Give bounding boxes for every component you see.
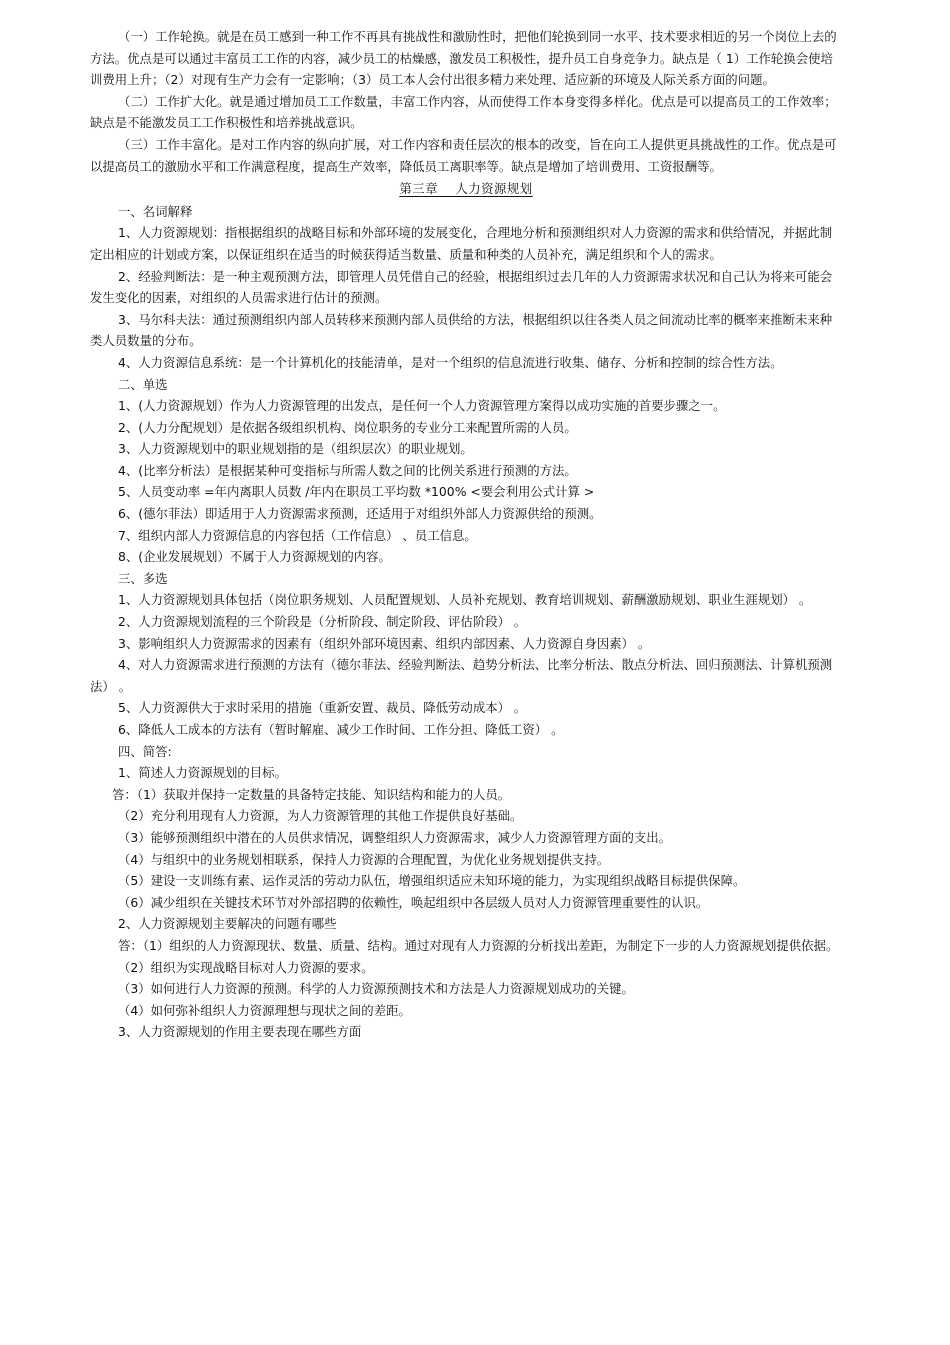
paragraph: 4、(比率分析法）是根据某种可变指标与所需人数之间的比例关系进行预测的方法。: [118, 462, 577, 478]
paragraph: （二）工作扩大化。就是通过增加员工工作数量，丰富工作内容，从而使得工作本身变得多样化。优点是可以提高员工的工作效率；缺点是不能激发员工工作积极性和培养挑战意识。: [90, 93, 837, 131]
paragraph: 3、马尔科夫法：通过预测组织内部人员转移来预测内部人员供给的方法，根据组织以往各类人员之间流动比率的概率来推断未来种类人员数量的分布。: [90, 311, 833, 349]
paragraph: （三）工作丰富化。是对工作内容的纵向扩展，对工作内容和责任层次的根本的改变，旨在向工人提供更具挑战性的工作。优点是可以提高员工的激励水平和工作满意程度，提高生产效率，降低员工离职率等。缺点是增加了培训费用、工资报酬等。: [90, 136, 837, 174]
paragraph: 8、(企业发展规划）不属于人力资源规划的内容。: [118, 549, 391, 565]
document-body: [90, 26, 842, 1043]
paragraph: （一）工作轮换。就是在员工感到一种工作不再具有挑战性和激励性时，把他们轮换到同一水平、技术要求相近的另一个岗位上去的方法。优点是可以通过丰富员工工作的内容，减少员工的枯燥感，激发员工积极性，提升员工自身竞争力。缺点是（ 1）工作轮换会使培训费用上升；（2）对现有生产力会有一定影响；（3）员工本人会付出很多精力来处理、适应新的环境及人际关系方面的问题。: [90, 29, 837, 88]
paragraph: 6、降低人工成本的方法有（暂时解雇、减少工作时间、工作分担、降低工资） 。: [118, 722, 564, 737]
paragraph: 6、(德尔菲法）即适用于人力资源需求预测，还适用于对组织外部人力资源供给的预测。: [118, 506, 602, 522]
paragraph: 5、人员变动率 =年内离职人员数 /年内在职员工平均数 *100% <要会利用公式计算 >: [118, 484, 595, 500]
paragraph: 5、人力资源供大于求时采用的措施（重新安置、裁员、降低劳动成本） 。: [118, 700, 527, 716]
chapter-title-text: 第三章 人力资源规划: [399, 181, 533, 197]
paragraph: 2、(人力分配规划）是依据各级组织机构、岗位职务的专业分工来配置所需的人员。: [118, 419, 577, 435]
paragraph: （6）减少组织在关键技术环节对外部招聘的依赖性，唤起组织中各层级人员对人力资源管理重要性的认识。: [118, 894, 709, 910]
paragraph: 3、人力资源规划的作用主要表现在哪些方面: [118, 1024, 362, 1040]
paragraph: 7、组织内部人力资源信息的内容包括（工作信息） 、员工信息。: [118, 527, 477, 543]
paragraph: （2）充分利用现有人力资源，为人力资源管理的其他工作提供良好基础。: [118, 808, 523, 824]
paragraph: 4、人力资源信息系统：是一个计算机化的技能清单，是对一个组织的信息流进行收集、储存、分析和控制的综合性方法。: [118, 354, 783, 370]
paragraph: （4）与组织中的业务规划相联系，保持人力资源的合理配置，为优化业务规划提供支持。: [118, 851, 610, 867]
paragraph: 4、对人力资源需求进行预测的方法有（德尔菲法、经验判断法、趋势分析法、比率分析法、散点分析法、回归预测法、计算机预测法） 。: [90, 657, 833, 694]
paragraph: 2、人力资源规划流程的三个阶段是（分析阶段、制定阶段、评估阶段） 。: [118, 614, 527, 630]
paragraph: （2）组织为实现战略目标对人力资源的要求。: [118, 959, 374, 975]
paragraph: 3、人力资源规划中的职业规划指的是（组织层次）的职业规划。: [118, 441, 473, 457]
paragraph: 2、人力资源规划主要解决的问题有哪些: [118, 916, 337, 932]
paragraph: 答：（1）获取并保持一定数量的具备特定技能、知识结构和能力的人员。: [112, 786, 511, 802]
paragraph: 1、(人力资源规划）作为人力资源管理的出发点，是任何一个人力资源管理方案得以成功实施的首要步骤之一。: [118, 398, 726, 414]
paragraph: 二、单选: [118, 376, 168, 392]
paragraph: （4）如何弥补组织人力资源理想与现状之间的差距。: [118, 1002, 411, 1018]
paragraph: 3、影响组织人力资源需求的因素有（组织外部环境因素、组织内部因素、人力资源自身因素） 。: [118, 635, 651, 651]
paragraph: 答：（1）组织的人力资源现状、数量、质量、结构。通过对现有人力资源的分析找出差距，为制定下一步的人力资源规划提供依据。: [118, 937, 839, 953]
paragraph: 1、简述人力资源规划的目标。: [118, 765, 287, 781]
paragraph: （3）如何进行人力资源的预测。科学的人力资源预测技术和方法是人力资源规划成功的关键。: [118, 981, 634, 997]
paragraph: 1、人力资源规划具体包括（岗位职务规划、人员配置规划、人员补充规划、教育培训规划、薪酬激励规划、职业生涯规划） 。: [118, 592, 812, 608]
paragraph: 一、名词解释: [118, 203, 193, 219]
paragraph: 2、经验判断法：是一种主观预测方法，即管理人员凭借自己的经验，根据组织过去几年的人力资源需求状况和自己认为将来可能会发生变化的因素，对组织的人员需求进行估计的预测。: [90, 268, 833, 306]
paragraph: 四、简答:: [118, 743, 172, 759]
paragraph: （5）建设一支训练有素、运作灵活的劳动力队伍，增强组织适应未知环境的能力，为实现组织战略目标提供保障。: [118, 873, 746, 889]
paragraph: 三、多选: [118, 570, 168, 586]
paragraph: 1、人力资源规划：指根据组织的战略目标和外部环境的发展变化，合理地分析和预测组织对人力资源的需求和供给情况，并据此制定出相应的计划或方案，以保证组织在适当的时候获得适当数量、质量和种类的人员补充，满足组织和个人的需求。: [90, 225, 833, 262]
paragraph: （3）能够预测组织中潜在的人员供求情况，调整组织人力资源需求，减少人力资源管理方面的支出。: [118, 829, 672, 845]
chapter-title: [90, 178, 842, 200]
